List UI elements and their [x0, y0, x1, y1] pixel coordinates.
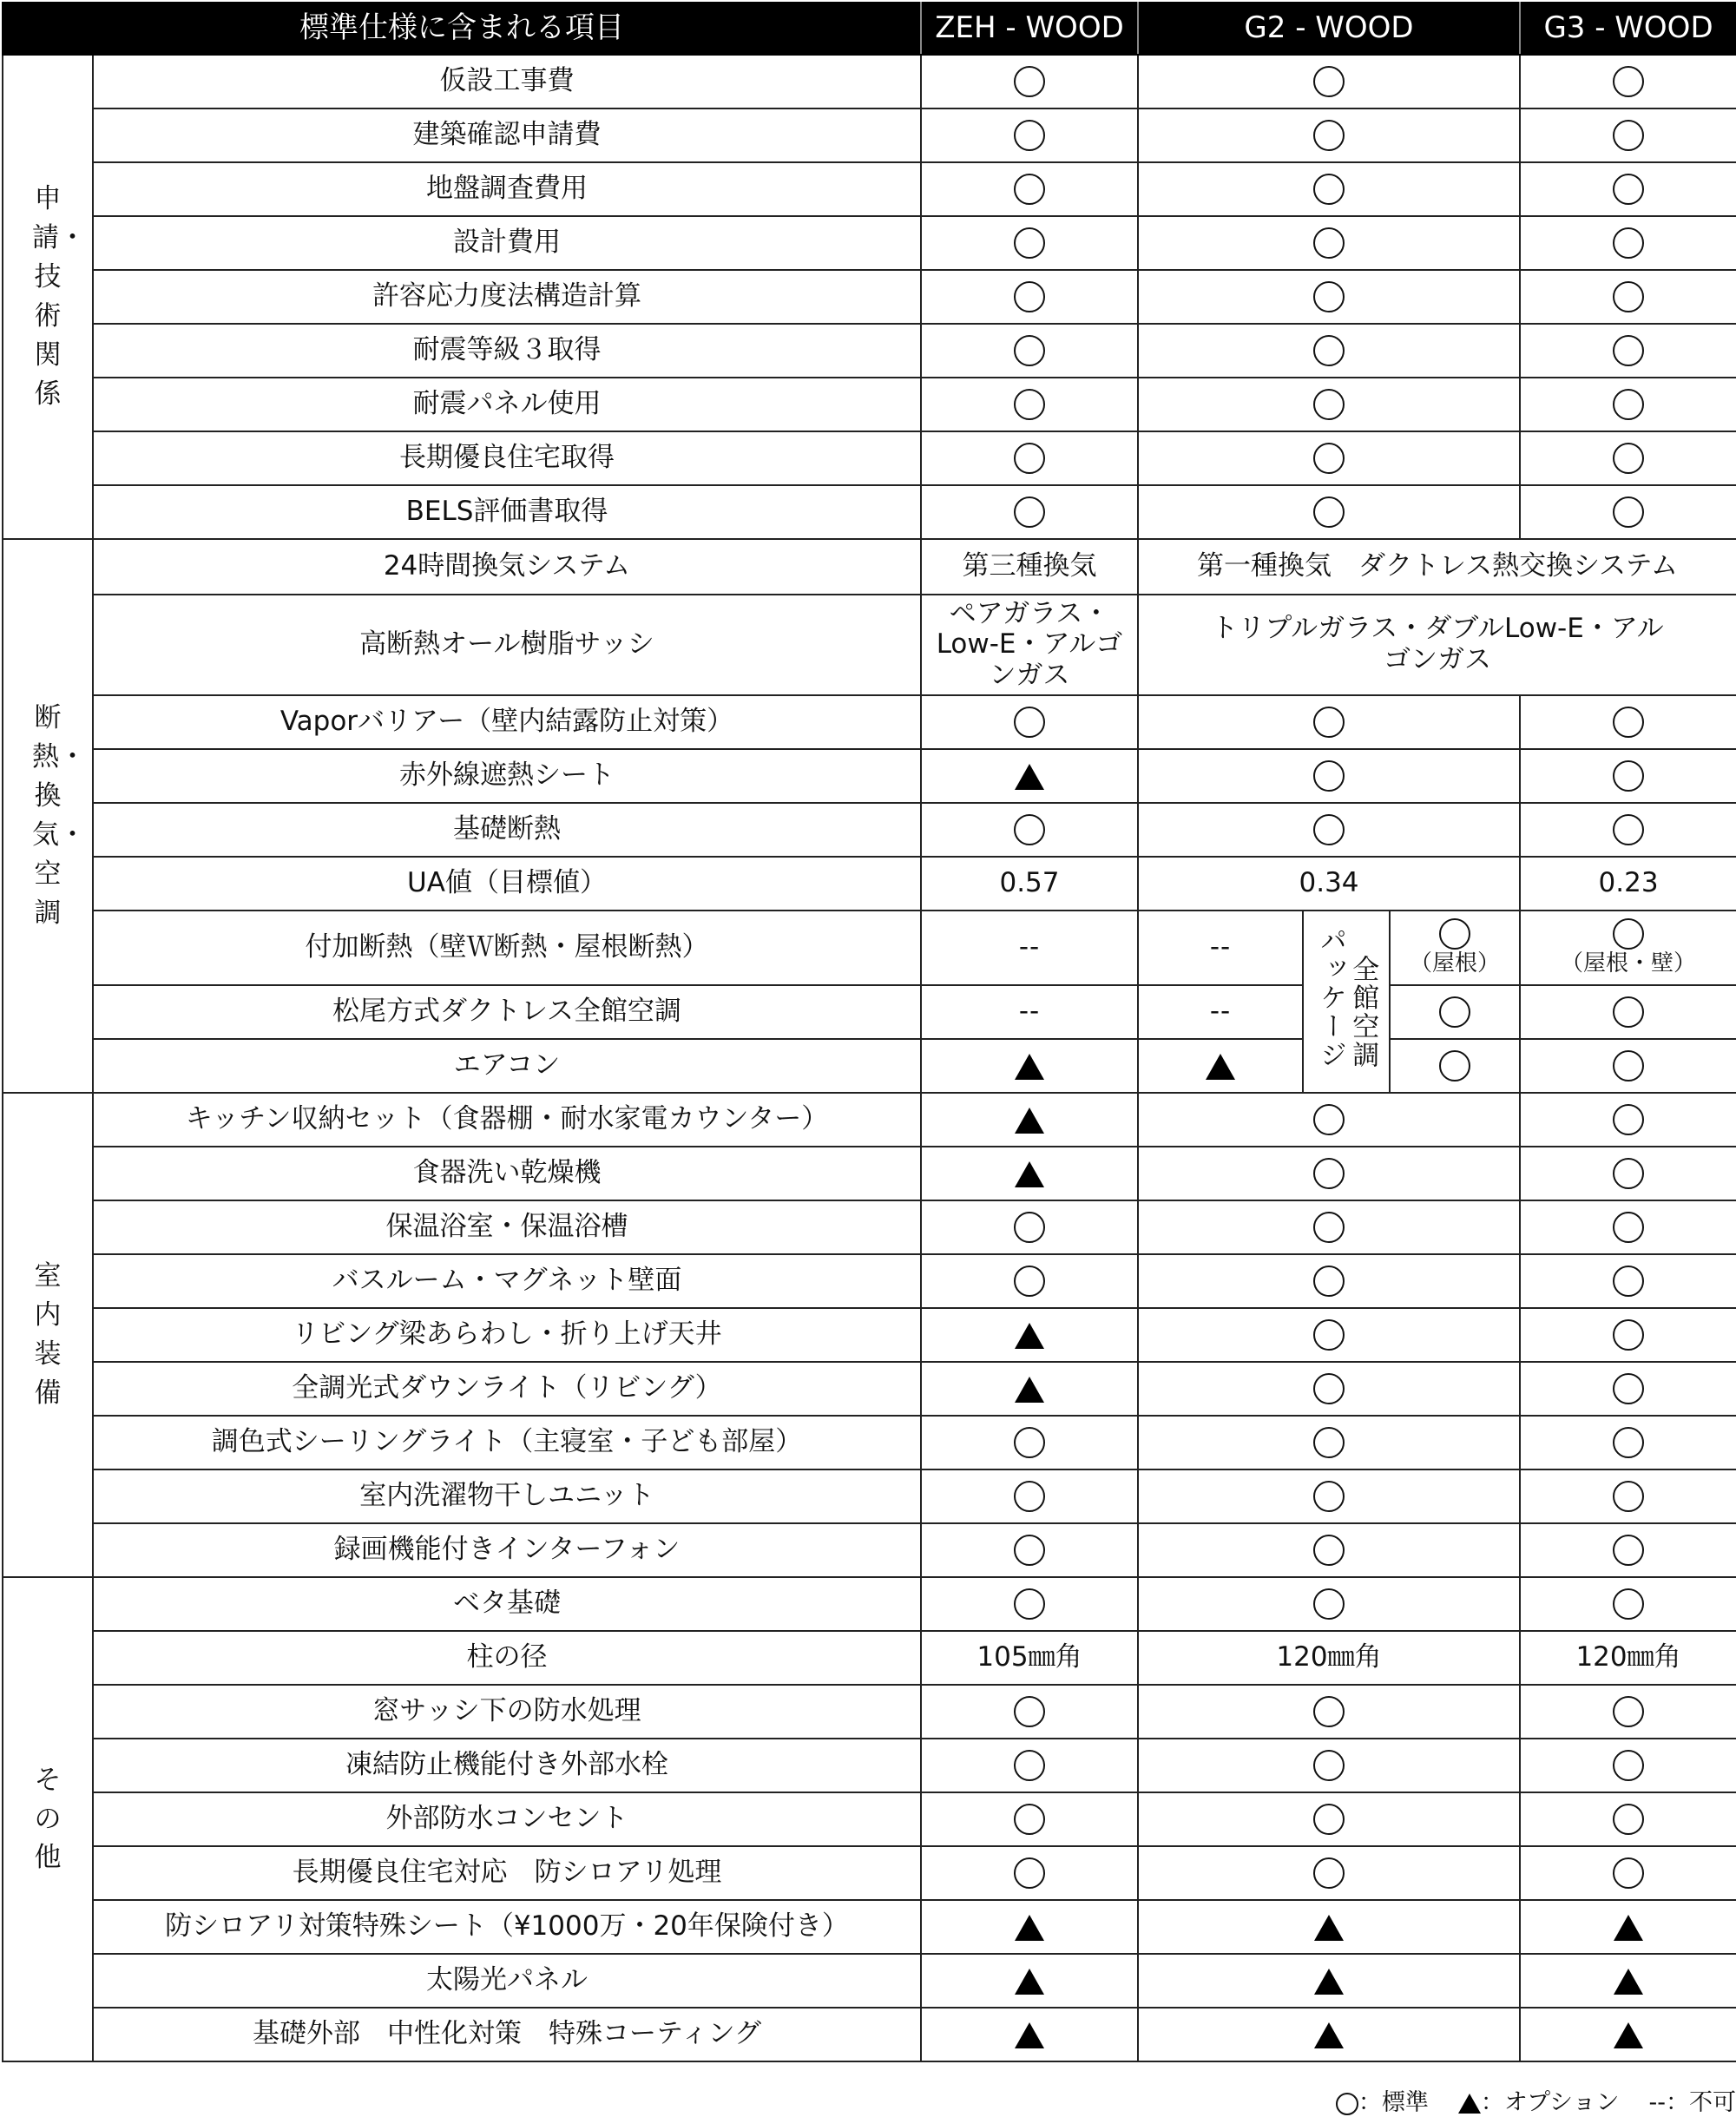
option-triangle-icon	[1206, 1054, 1235, 1080]
column-size-g3: 120㎜角	[1520, 1631, 1736, 1685]
table-row	[3, 1577, 1736, 1631]
table-row	[3, 108, 1736, 162]
row-label: BELS評価書取得	[93, 485, 921, 539]
standard-circle-icon	[1613, 496, 1644, 528]
standard-circle-icon	[1014, 1212, 1045, 1243]
row-label: 24時間換気システム	[93, 539, 921, 595]
row-label: エアコン	[93, 1039, 921, 1093]
sash-zeh: ペアガラス・Low-E・アルゴンガス	[921, 595, 1138, 695]
standard-circle-icon	[1313, 1212, 1345, 1243]
option-triangle-icon	[1015, 1161, 1044, 1187]
standard-circle-icon	[1014, 227, 1045, 259]
standard-circle-icon	[1613, 1481, 1644, 1512]
table-row	[3, 1469, 1736, 1523]
unavailable-dash: --	[921, 911, 1138, 985]
standard-circle-icon	[1613, 1427, 1644, 1458]
option-triangle-icon	[1015, 1915, 1044, 1941]
unavailable-dash: --	[921, 985, 1138, 1039]
standard-circle-icon	[1014, 66, 1045, 97]
row-label: 許容応力度法構造計算	[93, 270, 921, 324]
option-triangle-icon	[1614, 1969, 1643, 1995]
standard-circle-icon	[1613, 996, 1644, 1028]
row-label: 耐震等級３取得	[93, 324, 921, 378]
standard-circle-icon	[1313, 1857, 1345, 1889]
table-row	[3, 2008, 1736, 2061]
standard-circle-icon	[1613, 1535, 1644, 1566]
standard-circle-icon	[1014, 174, 1045, 205]
standard-circle-icon	[1613, 120, 1644, 151]
standard-circle-icon	[1313, 1266, 1345, 1297]
standard-circle-icon	[1014, 1696, 1045, 1727]
standard-circle-icon	[1613, 281, 1644, 312]
standard-circle-icon	[1313, 1427, 1345, 1458]
legend-option-text: ：オプション	[1480, 2089, 1620, 2116]
row-label: リビング梁あらわし・折り上げ天井	[93, 1308, 921, 1362]
option-triangle-icon	[1015, 1054, 1044, 1080]
header-g3-wood: G3 - WOOD	[1520, 3, 1736, 55]
header-item: 標準仕様に含まれる項目	[3, 3, 921, 55]
row-label: 調色式シーリングライト（主寝室・子ども部屋）	[93, 1416, 921, 1469]
ventilation-zeh: 第三種換気	[921, 539, 1138, 595]
standard-circle-icon	[1313, 66, 1345, 97]
standard-circle-icon	[1613, 1158, 1644, 1189]
table-row	[3, 55, 1736, 108]
row-label: 長期優良住宅取得	[93, 431, 921, 485]
option-triangle-icon	[1015, 1323, 1044, 1349]
row-label: 外部防水コンセント	[93, 1792, 921, 1846]
table-row: 付加断熱（壁Ｗ断熱・屋根断熱） -- -- パッケージ全館空調 （屋根） （屋根・壁）	[3, 911, 1736, 985]
standard-circle-icon	[1613, 814, 1644, 845]
table-row	[3, 378, 1736, 431]
table-row	[3, 1739, 1736, 1792]
standard-circle-icon	[1613, 918, 1644, 950]
option-triangle-icon	[1614, 1915, 1643, 1941]
standard-circle-icon	[1613, 227, 1644, 259]
standard-circle-icon	[1014, 1481, 1045, 1512]
option-triangle-icon	[1314, 1969, 1344, 1995]
standard-circle-icon	[1014, 389, 1045, 420]
table-row	[3, 749, 1736, 803]
table-row	[3, 1954, 1736, 2008]
row-label: バスルーム・マグネット壁面	[93, 1254, 921, 1308]
row-label: 赤外線遮熱シート	[93, 749, 921, 803]
standard-circle-icon	[1439, 996, 1470, 1028]
row-label: 地盤調査費用	[93, 162, 921, 216]
ventilation-g2-g3: 第一種換気 ダクトレス熱交換システム	[1138, 539, 1736, 595]
standard-circle-icon	[1313, 281, 1345, 312]
standard-circle-icon	[1014, 443, 1045, 474]
standard-circle-icon	[1613, 1750, 1644, 1781]
option-triangle-icon	[1314, 1915, 1344, 1941]
standard-circle-icon	[1613, 1266, 1644, 1297]
legend-triangle-icon	[1458, 2094, 1481, 2114]
row-label: Vaporバリアー（壁内結露防止対策）	[93, 695, 921, 749]
row-label: 太陽光パネル	[93, 1954, 921, 2008]
standard-circle-icon	[1014, 496, 1045, 528]
standard-circle-icon	[1613, 443, 1644, 474]
standard-circle-icon	[1014, 1535, 1045, 1566]
standard-circle-icon	[1613, 66, 1644, 97]
table-row	[3, 162, 1736, 216]
ua-value-g2: 0.34	[1138, 857, 1520, 911]
table-row	[3, 485, 1736, 539]
standard-circle-icon	[1613, 335, 1644, 366]
standard-circle-icon	[1613, 1588, 1644, 1620]
table-row	[3, 1039, 1736, 1093]
standard-circle-icon	[1313, 1104, 1345, 1135]
spec-table	[2, 2, 1736, 2062]
table-row	[3, 1416, 1736, 1469]
legend-standard-text: ：標準	[1358, 2089, 1429, 2116]
standard-circle-icon	[1613, 1804, 1644, 1835]
row-label: 建築確認申請費	[93, 108, 921, 162]
row-label: 耐震パネル使用	[93, 378, 921, 431]
option-triangle-icon	[1015, 1377, 1044, 1403]
standard-circle-icon	[1014, 281, 1045, 312]
table-row	[3, 1631, 1736, 1685]
standard-circle-icon	[1439, 1050, 1470, 1082]
row-label: キッチン収納セット（食器棚・耐水家電カウンター）	[93, 1093, 921, 1147]
table-row	[3, 216, 1736, 270]
table-row	[3, 803, 1736, 857]
table-row	[3, 1093, 1736, 1147]
standard-circle-icon	[1613, 1212, 1644, 1243]
standard-circle-icon	[1313, 1535, 1345, 1566]
standard-circle-icon	[1014, 1427, 1045, 1458]
row-label: 防シロアリ対策特殊シート（¥1000万・20年保険付き）	[93, 1900, 921, 1954]
standard-circle-icon	[1014, 814, 1045, 845]
standard-circle-icon	[1313, 707, 1345, 738]
row-label: 録画機能付きインターフォン	[93, 1523, 921, 1577]
standard-circle-icon	[1613, 1857, 1644, 1889]
standard-circle-icon	[1313, 814, 1345, 845]
legend	[1336, 2083, 1736, 2117]
table-row	[3, 1147, 1736, 1200]
table-row	[3, 857, 1736, 911]
option-triangle-icon	[1015, 2022, 1044, 2048]
standard-circle-icon	[1313, 760, 1345, 792]
table-row	[3, 1900, 1736, 1954]
table-row	[3, 1308, 1736, 1362]
ua-value-zeh: 0.57	[921, 857, 1138, 911]
row-label: 長期優良住宅対応 防シロアリ処理	[93, 1846, 921, 1900]
standard-circle-icon	[1613, 1050, 1644, 1082]
standard-circle-icon	[1613, 389, 1644, 420]
option-triangle-icon	[1614, 2022, 1643, 2048]
standard-circle-icon	[1313, 335, 1345, 366]
standard-circle-icon	[1613, 760, 1644, 792]
standard-circle-icon	[1313, 174, 1345, 205]
standard-circle-icon	[1313, 1804, 1345, 1835]
legend-unavailable-text: ：不可	[1666, 2089, 1736, 2116]
row-label: 室内洗濯物干しユニット	[93, 1469, 921, 1523]
standard-circle-icon	[1014, 707, 1045, 738]
unavailable-dash: --	[1138, 911, 1303, 985]
header-g2-wood: G2 - WOOD	[1138, 3, 1520, 55]
table-row	[3, 1846, 1736, 1900]
table-row	[3, 270, 1736, 324]
standard-circle-icon	[1014, 120, 1045, 151]
standard-circle-icon	[1613, 707, 1644, 738]
row-label: ベタ基礎	[93, 1577, 921, 1631]
row-label: 松尾方式ダクトレス全館空調	[93, 985, 921, 1039]
standard-circle-icon	[1313, 1696, 1345, 1727]
standard-circle-icon	[1313, 1481, 1345, 1512]
row-label: 窓サッシ下の防水処理	[93, 1685, 921, 1739]
standard-circle-icon	[1313, 1750, 1345, 1781]
table-row	[3, 539, 1736, 595]
row-label: 食器洗い乾燥機	[93, 1147, 921, 1200]
standard-circle-icon	[1313, 1319, 1345, 1351]
option-triangle-icon	[1015, 1969, 1044, 1995]
option-triangle-icon	[1015, 1108, 1044, 1134]
header-zeh-wood: ZEH - WOOD	[921, 3, 1138, 55]
row-label: 保温浴室・保温浴槽	[93, 1200, 921, 1254]
standard-circle-icon	[1613, 174, 1644, 205]
table-row	[3, 1362, 1736, 1416]
row-label: 高断熱オール樹脂サッシ	[93, 595, 921, 695]
package-aircon-label: パッケージ全館空調	[1303, 911, 1390, 1093]
legend-circle-icon	[1336, 2093, 1358, 2115]
column-size-g2: 120㎜角	[1138, 1631, 1520, 1685]
table-row	[3, 1792, 1736, 1846]
section-application: 申請・技術関係	[3, 55, 93, 539]
standard-circle-icon	[1313, 1588, 1345, 1620]
table-row	[3, 985, 1736, 1039]
option-triangle-icon	[1015, 764, 1044, 790]
standard-circle-icon	[1313, 389, 1345, 420]
table-row	[3, 695, 1736, 749]
table-row	[3, 1685, 1736, 1739]
row-label: 基礎外部 中性化対策 特殊コーティング	[93, 2008, 921, 2061]
unavailable-dash: --	[1138, 985, 1303, 1039]
table-row	[3, 1200, 1736, 1254]
ua-value-g3: 0.23	[1520, 857, 1736, 911]
standard-circle-icon	[1613, 1319, 1644, 1351]
row-label: UA値（目標値）	[93, 857, 921, 911]
section-insulation: 断熱・換気・空調	[3, 539, 93, 1093]
section-other: その他	[3, 1577, 93, 2061]
column-size-zeh: 105㎜角	[921, 1631, 1138, 1685]
standard-circle-icon	[1313, 227, 1345, 259]
table-row	[3, 1523, 1736, 1577]
section-interior: 室内装備	[3, 1093, 93, 1577]
row-label: 基礎断熱	[93, 803, 921, 857]
standard-circle-icon	[1313, 1158, 1345, 1189]
row-label: 設計費用	[93, 216, 921, 270]
row-label: 柱の径	[93, 1631, 921, 1685]
table-row	[3, 324, 1736, 378]
option-triangle-icon	[1314, 2022, 1344, 2048]
standard-circle-icon	[1439, 918, 1470, 950]
standard-circle-icon	[1613, 1104, 1644, 1135]
standard-circle-icon	[1313, 1373, 1345, 1404]
standard-circle-icon	[1014, 1588, 1045, 1620]
standard-circle-icon	[1014, 1750, 1045, 1781]
standard-circle-icon	[1014, 1857, 1045, 1889]
standard-circle-icon	[1613, 1373, 1644, 1404]
standard-circle-icon	[1014, 1804, 1045, 1835]
table-row	[3, 1254, 1736, 1308]
table-row	[3, 431, 1736, 485]
sash-g2-g3: トリプルガラス・ダブルLow-E・アルゴンガス	[1138, 595, 1736, 695]
table-row	[3, 595, 1736, 695]
standard-circle-icon	[1313, 120, 1345, 151]
standard-circle-icon	[1313, 443, 1345, 474]
row-label: 付加断熱（壁Ｗ断熱・屋根断熱）	[93, 911, 921, 985]
row-label: 全調光式ダウンライト（リビング）	[93, 1362, 921, 1416]
row-label: 凍結防止機能付き外部水栓	[93, 1739, 921, 1792]
legend-dash: --	[1648, 2089, 1666, 2116]
standard-circle-icon	[1014, 1266, 1045, 1297]
row-label: 仮設工事費	[93, 55, 921, 108]
standard-circle-icon	[1014, 335, 1045, 366]
table-header	[3, 3, 1736, 55]
standard-circle-icon	[1613, 1696, 1644, 1727]
standard-circle-icon	[1313, 496, 1345, 528]
